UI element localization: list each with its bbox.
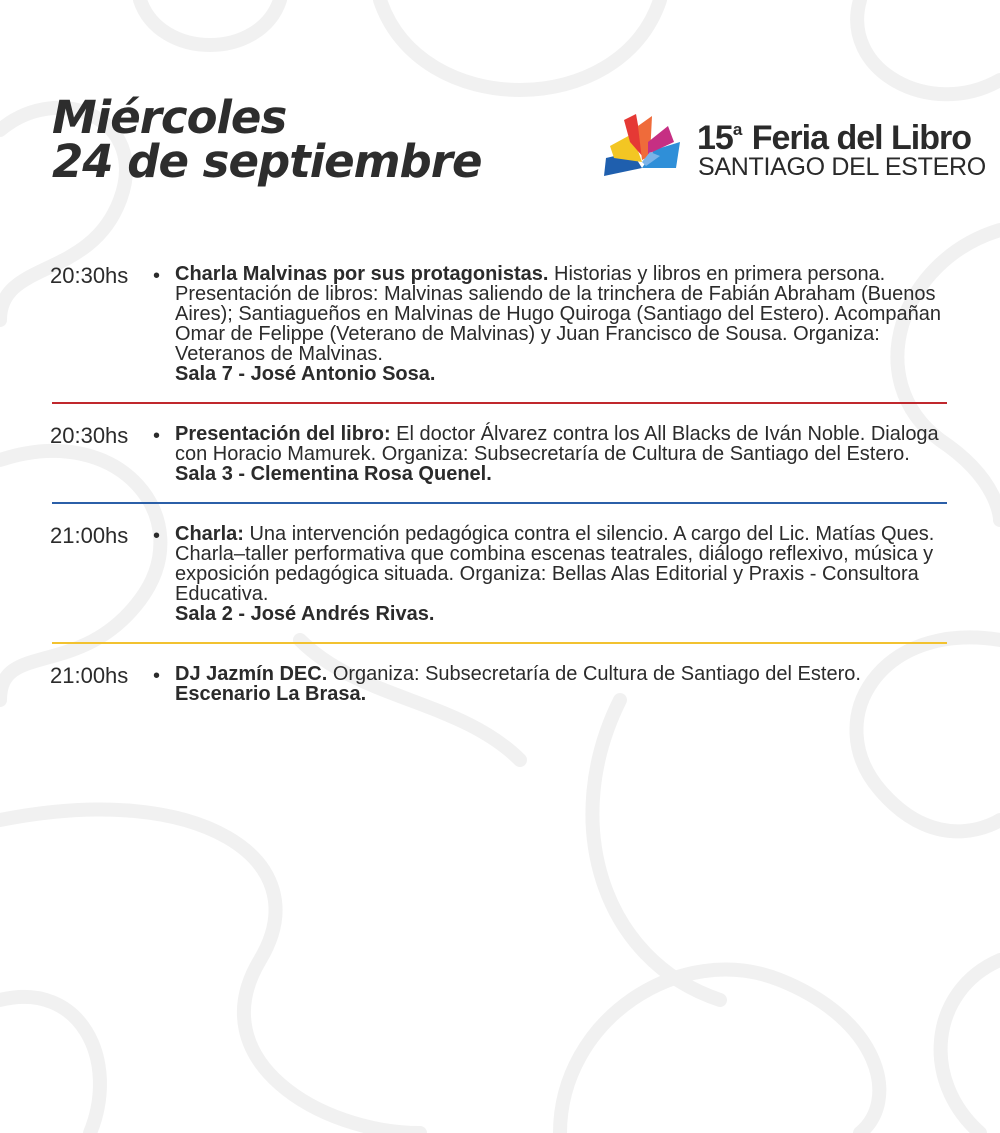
logo-title: 15$^a$ Feria del Libro — [697, 119, 972, 157]
schedule-date-heading — [52, 91, 482, 188]
section-divider-red — [52, 402, 947, 404]
open-book-icon — [602, 112, 684, 178]
bullet: • — [153, 265, 161, 287]
event-time: 20:30hs — [50, 263, 129, 288]
bullet: • — [153, 665, 161, 687]
event-subtitle: El doctor Álvarez contra los All Blacks de Iván Noble. — [396, 423, 866, 445]
feria-del-libro-logo — [602, 110, 986, 190]
event-description: Historias y libros en primera persona. Presentación de libros: Malvinas saliendo de la trinchera de Fabián Abraham (Buenos Aires); Santiagueños en Malvinas de Hugo Quiroga (Santiago del Estero). Acompañan Omar de Felippe (Veterano de Malvinas) y Juan Francisco de Sousa. Organiza: Veteranos de Malvinas. — [175, 263, 942, 365]
date-label: 24 de septiembre — [52, 135, 482, 188]
event-description: Organiza: Subsecretaría de Cultura de Santiago del Estero. — [332, 663, 861, 685]
event-list — [0, 264, 1000, 704]
event-description: A cargo del Lic. Matías Ques. Charla–taller performativa que combina escenas teatrales, diálogo reflexivo, música y exposición pedagógica situada. Organiza: Bellas Alas Editorial y Praxis - Consultora Educativa. — [175, 523, 935, 605]
event-title: DJ Jazmín DEC. — [175, 663, 328, 685]
event-details — [175, 424, 965, 484]
event-details — [175, 664, 965, 704]
event-time: 21:00hs — [50, 663, 129, 688]
section-divider-blue — [52, 502, 947, 504]
bullet: • — [153, 425, 161, 447]
event-title: Charla: — [175, 523, 244, 545]
event-title: Presentación del libro: — [175, 423, 391, 445]
event-description: Dialoga con Horacio Mamurek. Organiza: Subsecretaría de Cultura de Santiago del Estero. — [175, 423, 939, 465]
event-subtitle: Una intervención pedagógica contra el silencio. — [249, 523, 669, 545]
section-divider-yellow — [52, 642, 947, 644]
event-venue: Sala 3 - Clementina Rosa Quenel. — [175, 463, 492, 485]
event-venue: Escenario La Brasa. — [175, 683, 367, 705]
bullet: • — [153, 525, 161, 547]
event-details — [175, 264, 965, 384]
event-time: 21:00hs — [50, 523, 129, 548]
event-item — [0, 524, 1000, 624]
event-title: Charla Malvinas por sus protagonistas. — [175, 263, 549, 285]
weekday-label: Miércoles — [52, 91, 287, 144]
event-time: 20:30hs — [50, 423, 129, 448]
event-details — [175, 524, 965, 624]
event-venue: Sala 2 - José Andrés Rivas. — [175, 603, 435, 625]
event-item — [0, 264, 1000, 384]
event-venue: Sala 7 - José Antonio Sosa. — [175, 363, 436, 385]
event-item — [0, 424, 1000, 484]
logo-subtitle: SANTIAGO DEL ESTERO — [698, 153, 986, 181]
event-item — [0, 664, 1000, 704]
